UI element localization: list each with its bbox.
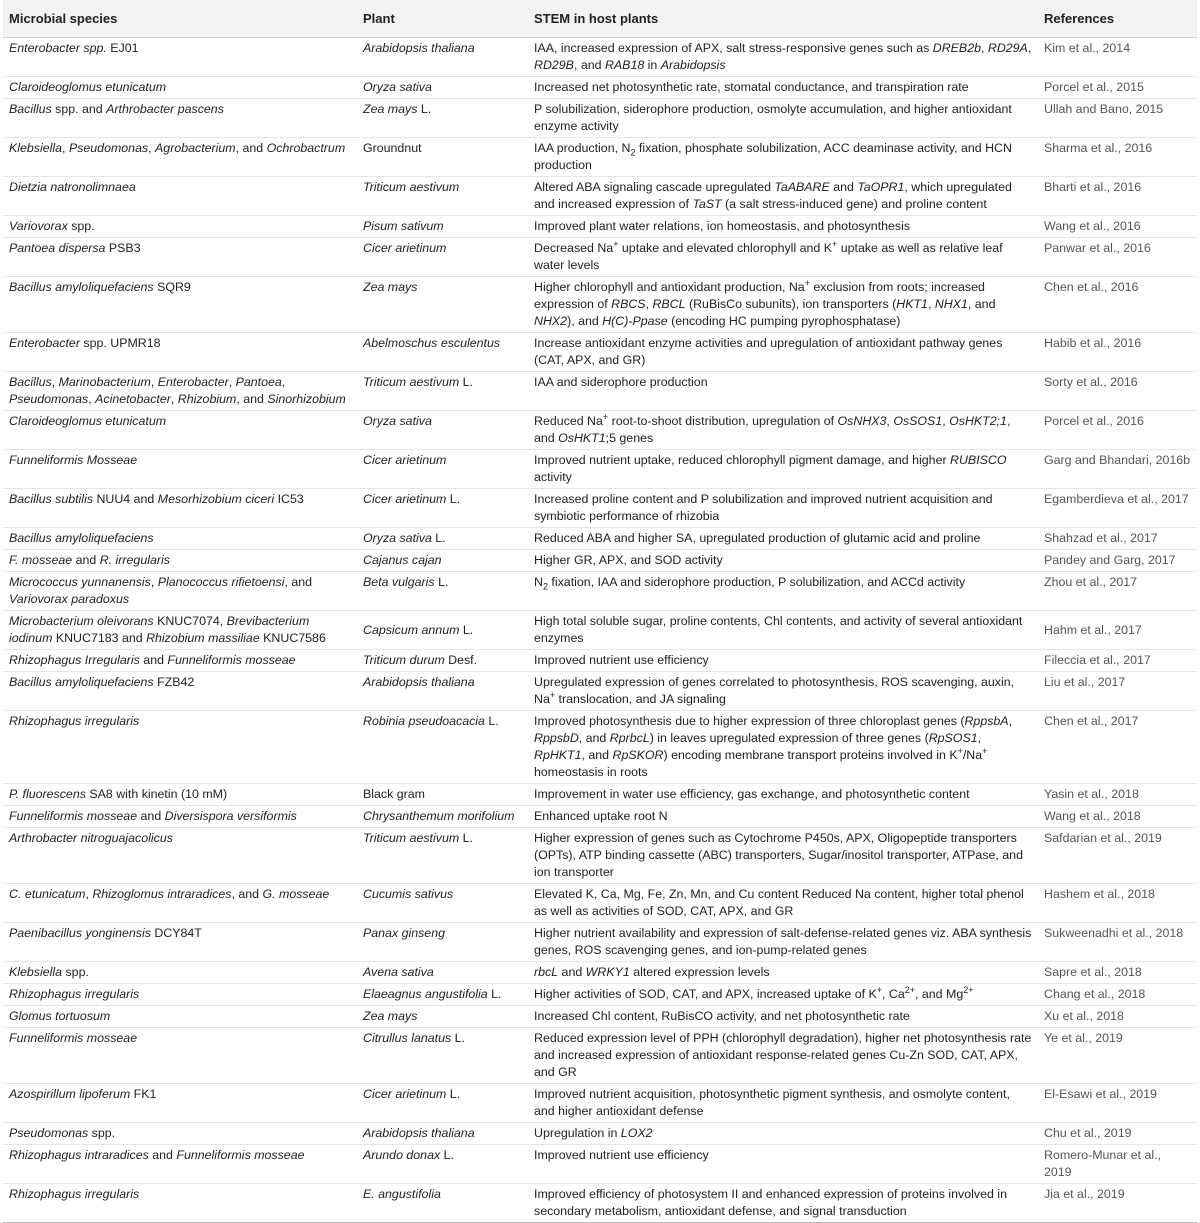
header-stem: STEM in host plants bbox=[528, 0, 1038, 38]
cell-plant: E. angustifolia bbox=[357, 1184, 528, 1223]
table-body bbox=[3, 38, 1197, 1223]
cell-plant: Triticum aestivum L. bbox=[357, 372, 528, 411]
table-row bbox=[3, 177, 1197, 216]
table-row bbox=[3, 1084, 1197, 1123]
cell-reference: Jia et al., 2019 bbox=[1038, 1184, 1197, 1223]
cell-reference: Chen et al., 2017 bbox=[1038, 711, 1197, 784]
cell-microbial-species: Enterobacter spp. EJ01 bbox=[3, 38, 357, 77]
cell-plant: Abelmoschus esculentus bbox=[357, 333, 528, 372]
table-row bbox=[3, 650, 1197, 672]
table-row bbox=[3, 138, 1197, 177]
table-row bbox=[3, 372, 1197, 411]
cell-reference: Ullah and Bano, 2015 bbox=[1038, 99, 1197, 138]
cell-plant: Triticum aestivum bbox=[357, 177, 528, 216]
cell-microbial-species: Enterobacter spp. UPMR18 bbox=[3, 333, 357, 372]
table-row bbox=[3, 450, 1197, 489]
cell-stem: Enhanced uptake root N bbox=[528, 806, 1038, 828]
cell-plant: Arabidopsis thaliana bbox=[357, 38, 528, 77]
cell-stem: Improved photosynthesis due to higher expression of three chloroplast genes (RppsbA, RppsbD, and RprbcL) in leaves upregulated expression of three genes (RpSOS1, RpHKT1, and RpSKOR) encoding membrane transport proteins involved in K+/Na+ homeostasis in roots bbox=[528, 711, 1038, 784]
header-row bbox=[3, 0, 1197, 38]
cell-plant: Elaeagnus angustifolia L. bbox=[357, 984, 528, 1006]
cell-plant: Cajanus cajan bbox=[357, 550, 528, 572]
table-row bbox=[3, 711, 1197, 784]
cell-reference: Sapre et al., 2018 bbox=[1038, 962, 1197, 984]
cell-microbial-species: Pantoea dispersa PSB3 bbox=[3, 238, 357, 277]
cell-plant: Cicer arietinum bbox=[357, 238, 528, 277]
cell-stem: Increase antioxidant enzyme activities and upregulation of antioxidant pathway genes (CAT, APX, and GR) bbox=[528, 333, 1038, 372]
cell-stem: Reduced Na+ root-to-shoot distribution, upregulation of OsNHX3, OsSOS1, OsHKT2;1, and OsHKT1;5 genes bbox=[528, 411, 1038, 450]
cell-microbial-species: Rhizophagus irregularis bbox=[3, 711, 357, 784]
table-row bbox=[3, 1184, 1197, 1223]
cell-stem: Improved efficiency of photosystem II and enhanced expression of proteins involved in secondary metabolism, antioxidant defense, and signal transduction bbox=[528, 1184, 1038, 1223]
cell-plant: Zea mays L. bbox=[357, 99, 528, 138]
cell-reference: Hahm et al., 2017 bbox=[1038, 611, 1197, 650]
table-row bbox=[3, 828, 1197, 884]
cell-microbial-species: Arthrobacter nitroguajacolicus bbox=[3, 828, 357, 884]
cell-stem: Higher chlorophyll and antioxidant production, Na+ exclusion from roots; increased expression of RBCS, RBCL (RuBisCo subunits), ion transporters (HKT1, NHX1, and NHX2), and H(C)-Ppase (encoding HC pumping pyrophosphatase) bbox=[528, 277, 1038, 333]
cell-microbial-species: F. mosseae and R. irregularis bbox=[3, 550, 357, 572]
cell-reference: Porcel et al., 2015 bbox=[1038, 77, 1197, 99]
cell-microbial-species: Claroideoglomus etunicatum bbox=[3, 77, 357, 99]
cell-plant: Arabidopsis thaliana bbox=[357, 672, 528, 711]
cell-reference: Xu et al., 2018 bbox=[1038, 1006, 1197, 1028]
cell-plant: Cucumis sativus bbox=[357, 884, 528, 923]
cell-plant: Oryza sativa bbox=[357, 77, 528, 99]
cell-stem: Increased proline content and P solubilization and improved nutrient acquisition and symbiotic performance of rhizobia bbox=[528, 489, 1038, 528]
cell-microbial-species: P. fluorescens SA8 with kinetin (10 mM) bbox=[3, 784, 357, 806]
table-row bbox=[3, 806, 1197, 828]
cell-stem: Higher expression of genes such as Cytochrome P450s, APX, Oligopeptide transporters (OPTs), ATP binding cassette (ABC) transporters, Sugar/inositol transporter, ATPase, and ion transporter bbox=[528, 828, 1038, 884]
cell-reference: Liu et al., 2017 bbox=[1038, 672, 1197, 711]
cell-plant: Arabidopsis thaliana bbox=[357, 1123, 528, 1145]
cell-plant: Avena sativa bbox=[357, 962, 528, 984]
cell-reference: Garg and Bhandari, 2016b bbox=[1038, 450, 1197, 489]
cell-microbial-species: Bacillus spp. and Arthrobacter pascens bbox=[3, 99, 357, 138]
cell-plant: Chrysanthemum morifolium bbox=[357, 806, 528, 828]
cell-reference: Bharti et al., 2016 bbox=[1038, 177, 1197, 216]
cell-reference: Panwar et al., 2016 bbox=[1038, 238, 1197, 277]
cell-microbial-species: Bacillus, Marinobacterium, Enterobacter, Pantoea, Pseudomonas, Acinetobacter, Rhizobium, and Sinorhizobium bbox=[3, 372, 357, 411]
cell-reference: Sukweenadhi et al., 2018 bbox=[1038, 923, 1197, 962]
table-row bbox=[3, 77, 1197, 99]
cell-stem: IAA production, $N_2$ fixation, phosphate solubilization, ACC deaminase activity, and HCN production bbox=[528, 138, 1038, 177]
cell-microbial-species: Bacillus subtilis NUU4 and Mesorhizobium ciceri IC53 bbox=[3, 489, 357, 528]
cell-stem: $N_2$ fixation, IAA and siderophore production, P solubilization, and ACCd activity bbox=[528, 572, 1038, 611]
cell-plant: Oryza sativa bbox=[357, 411, 528, 450]
cell-stem: Reduced expression level of PPH (chlorophyll degradation), higher net photosynthesis rate and increased expression of antioxidant response-related genes Cu-Zn SOD, CAT, APX, and GR bbox=[528, 1028, 1038, 1084]
cell-plant: Groundnut bbox=[357, 138, 528, 177]
table-row bbox=[3, 884, 1197, 923]
cell-microbial-species: Klebsiella spp. bbox=[3, 962, 357, 984]
cell-stem: Decreased Na+ uptake and elevated chlorophyll and K+ uptake as well as relative leaf water levels bbox=[528, 238, 1038, 277]
cell-stem: Higher nutrient availability and expression of salt-defense-related genes viz. ABA synthesis genes, ROS scavenging genes, and ion-pump-related genes bbox=[528, 923, 1038, 962]
cell-stem: IAA and siderophore production bbox=[528, 372, 1038, 411]
table-row bbox=[3, 38, 1197, 77]
cell-microbial-species: Funneliformis mosseae bbox=[3, 1028, 357, 1084]
cell-reference: Ye et al., 2019 bbox=[1038, 1028, 1197, 1084]
cell-reference: Kim et al., 2014 bbox=[1038, 38, 1197, 77]
cell-stem: Increased net photosynthetic rate, stomatal conductance, and transpiration rate bbox=[528, 77, 1038, 99]
cell-microbial-species: Bacillus amyloliquefaciens bbox=[3, 528, 357, 550]
cell-reference: Sharma et al., 2016 bbox=[1038, 138, 1197, 177]
cell-plant: Pisum sativum bbox=[357, 216, 528, 238]
table-row bbox=[3, 528, 1197, 550]
cell-reference: Romero-Munar et al., 2019 bbox=[1038, 1145, 1197, 1184]
cell-reference: Zhou et al., 2017 bbox=[1038, 572, 1197, 611]
cell-reference: Sorty et al., 2016 bbox=[1038, 372, 1197, 411]
cell-reference: Porcel et al., 2016 bbox=[1038, 411, 1197, 450]
cell-stem: Improved nutrient use efficiency bbox=[528, 650, 1038, 672]
table-row bbox=[3, 923, 1197, 962]
table-row bbox=[3, 1028, 1197, 1084]
cell-stem: Higher activities of SOD, CAT, and APX, increased uptake of K+, $Ca^{2+}$, and $Mg^{2+}$ bbox=[528, 984, 1038, 1006]
cell-plant: Zea mays bbox=[357, 1006, 528, 1028]
table-row bbox=[3, 572, 1197, 611]
cell-reference: Egamberdieva et al., 2017 bbox=[1038, 489, 1197, 528]
header-microbial-species: Microbial species bbox=[3, 0, 357, 38]
cell-plant: Arundo donax L. bbox=[357, 1145, 528, 1184]
cell-microbial-species: Funneliformis mosseae and Diversispora versiformis bbox=[3, 806, 357, 828]
header-plant: Plant bbox=[357, 0, 528, 38]
cell-stem: High total soluble sugar, proline contents, Chl contents, and activity of several antioxidant enzymes bbox=[528, 611, 1038, 650]
cell-stem: Improved nutrient use efficiency bbox=[528, 1145, 1038, 1184]
cell-plant: Zea mays bbox=[357, 277, 528, 333]
cell-stem: P solubilization, siderophore production, osmolyte accumulation, and higher antioxidant enzyme activity bbox=[528, 99, 1038, 138]
cell-stem: Reduced ABA and higher SA, upregulated production of glutamic acid and proline bbox=[528, 528, 1038, 550]
cell-stem: Higher GR, APX, and SOD activity bbox=[528, 550, 1038, 572]
cell-plant: Black gram bbox=[357, 784, 528, 806]
cell-microbial-species: Klebsiella, Pseudomonas, Agrobacterium, and Ochrobactrum bbox=[3, 138, 357, 177]
cell-plant: Beta vulgaris L. bbox=[357, 572, 528, 611]
table-row bbox=[3, 611, 1197, 650]
cell-microbial-species: Glomus tortuosum bbox=[3, 1006, 357, 1028]
table-row bbox=[3, 238, 1197, 277]
cell-microbial-species: Azospirillum lipoferum FK1 bbox=[3, 1084, 357, 1123]
cell-stem: Elevated K, Ca, Mg, Fe, Zn, Mn, and Cu content Reduced Na content, higher total phenol as well as activities of SOD, CAT, APX, and GR bbox=[528, 884, 1038, 923]
cell-reference: Chu et al., 2019 bbox=[1038, 1123, 1197, 1145]
cell-reference: Fileccia et al., 2017 bbox=[1038, 650, 1197, 672]
table-row bbox=[3, 984, 1197, 1006]
table-row bbox=[3, 550, 1197, 572]
cell-microbial-species: Microbacterium oleivorans KNUC7074, Brevibacterium iodinum KNUC7183 and Rhizobium massiliae KNUC7586 bbox=[3, 611, 357, 650]
cell-plant: Citrullus lanatus L. bbox=[357, 1028, 528, 1084]
table-row bbox=[3, 489, 1197, 528]
cell-plant: Robinia pseudoacacia L. bbox=[357, 711, 528, 784]
cell-plant: Cicer arietinum bbox=[357, 450, 528, 489]
cell-microbial-species: Paenibacillus yonginensis DCY84T bbox=[3, 923, 357, 962]
cell-microbial-species: Funneliformis Mosseae bbox=[3, 450, 357, 489]
cell-microbial-species: Bacillus amyloliquefaciens FZB42 bbox=[3, 672, 357, 711]
cell-stem: rbcL and WRKY1 altered expression levels bbox=[528, 962, 1038, 984]
stem-table bbox=[3, 0, 1197, 1223]
table-row bbox=[3, 784, 1197, 806]
cell-reference: Pandey and Garg, 2017 bbox=[1038, 550, 1197, 572]
cell-microbial-species: C. etunicatum, Rhizoglomus intraradices, and G. mosseae bbox=[3, 884, 357, 923]
table-row bbox=[3, 333, 1197, 372]
cell-microbial-species: Pseudomonas spp. bbox=[3, 1123, 357, 1145]
table-row bbox=[3, 277, 1197, 333]
cell-stem: Increased Chl content, RuBisCO activity, and net photosynthetic rate bbox=[528, 1006, 1038, 1028]
table-row bbox=[3, 1145, 1197, 1184]
cell-reference: Yasin et al., 2018 bbox=[1038, 784, 1197, 806]
cell-plant: Cicer arietinum L. bbox=[357, 489, 528, 528]
cell-microbial-species: Rhizophagus irregularis bbox=[3, 1184, 357, 1223]
cell-stem: Improved nutrient acquisition, photosynthetic pigment synthesis, and osmolyte content, and higher antioxidant defense bbox=[528, 1084, 1038, 1123]
table-row bbox=[3, 962, 1197, 984]
cell-microbial-species: Claroideoglomus etunicatum bbox=[3, 411, 357, 450]
cell-reference: Shahzad et al., 2017 bbox=[1038, 528, 1197, 550]
cell-reference: Wang et al., 2016 bbox=[1038, 216, 1197, 238]
cell-microbial-species: Bacillus amyloliquefaciens SQR9 bbox=[3, 277, 357, 333]
cell-stem: Upregulated expression of genes correlated to photosynthesis, ROS scavenging, auxin, Na+ translocation, and JA signaling bbox=[528, 672, 1038, 711]
cell-stem: IAA, increased expression of APX, salt stress-responsive genes such as DREB2b, RD29A, RD29B, and RAB18 in Arabidopsis bbox=[528, 38, 1038, 77]
header-references: References bbox=[1038, 0, 1197, 38]
cell-reference: El-Esawi et al., 2019 bbox=[1038, 1084, 1197, 1123]
cell-microbial-species: Rhizophagus Irregularis and Funneliformis mosseae bbox=[3, 650, 357, 672]
cell-microbial-species: Variovorax spp. bbox=[3, 216, 357, 238]
cell-plant: Oryza sativa L. bbox=[357, 528, 528, 550]
cell-plant: Panax ginseng bbox=[357, 923, 528, 962]
cell-microbial-species: Rhizophagus irregularis bbox=[3, 984, 357, 1006]
table-row bbox=[3, 99, 1197, 138]
table-header bbox=[3, 0, 1197, 38]
cell-reference: Wang et al., 2018 bbox=[1038, 806, 1197, 828]
cell-microbial-species: Dietzia natronolimnaea bbox=[3, 177, 357, 216]
table-row bbox=[3, 411, 1197, 450]
table-row bbox=[3, 672, 1197, 711]
cell-reference: Safdarian et al., 2019 bbox=[1038, 828, 1197, 884]
cell-stem: Altered ABA signaling cascade upregulated TaABARE and TaOPR1, which upregulated and increased expression of TaST (a salt stress-induced gene) and proline content bbox=[528, 177, 1038, 216]
cell-plant: Triticum durum Desf. bbox=[357, 650, 528, 672]
cell-plant: Triticum aestivum L. bbox=[357, 828, 528, 884]
cell-plant: Capsicum annum L. bbox=[357, 611, 528, 650]
cell-microbial-species: Rhizophagus intraradices and Funneliformis mosseae bbox=[3, 1145, 357, 1184]
cell-stem: Improvement in water use efficiency, gas exchange, and photosynthetic content bbox=[528, 784, 1038, 806]
cell-reference: Chen et al., 2016 bbox=[1038, 277, 1197, 333]
cell-stem: Improved nutrient uptake, reduced chlorophyll pigment damage, and higher RUBISCO activity bbox=[528, 450, 1038, 489]
cell-stem: Improved plant water relations, ion homeostasis, and photosynthesis bbox=[528, 216, 1038, 238]
cell-microbial-species: Micrococcus yunnanensis, Planococcus rifietoensi, and Variovorax paradoxus bbox=[3, 572, 357, 611]
table-row bbox=[3, 216, 1197, 238]
table-row bbox=[3, 1123, 1197, 1145]
table-row bbox=[3, 1006, 1197, 1028]
cell-stem: Upregulation in LOX2 bbox=[528, 1123, 1038, 1145]
cell-plant: Cicer arietinum L. bbox=[357, 1084, 528, 1123]
cell-reference: Habib et al., 2016 bbox=[1038, 333, 1197, 372]
cell-reference: Hashem et al., 2018 bbox=[1038, 884, 1197, 923]
cell-reference: Chang et al., 2018 bbox=[1038, 984, 1197, 1006]
